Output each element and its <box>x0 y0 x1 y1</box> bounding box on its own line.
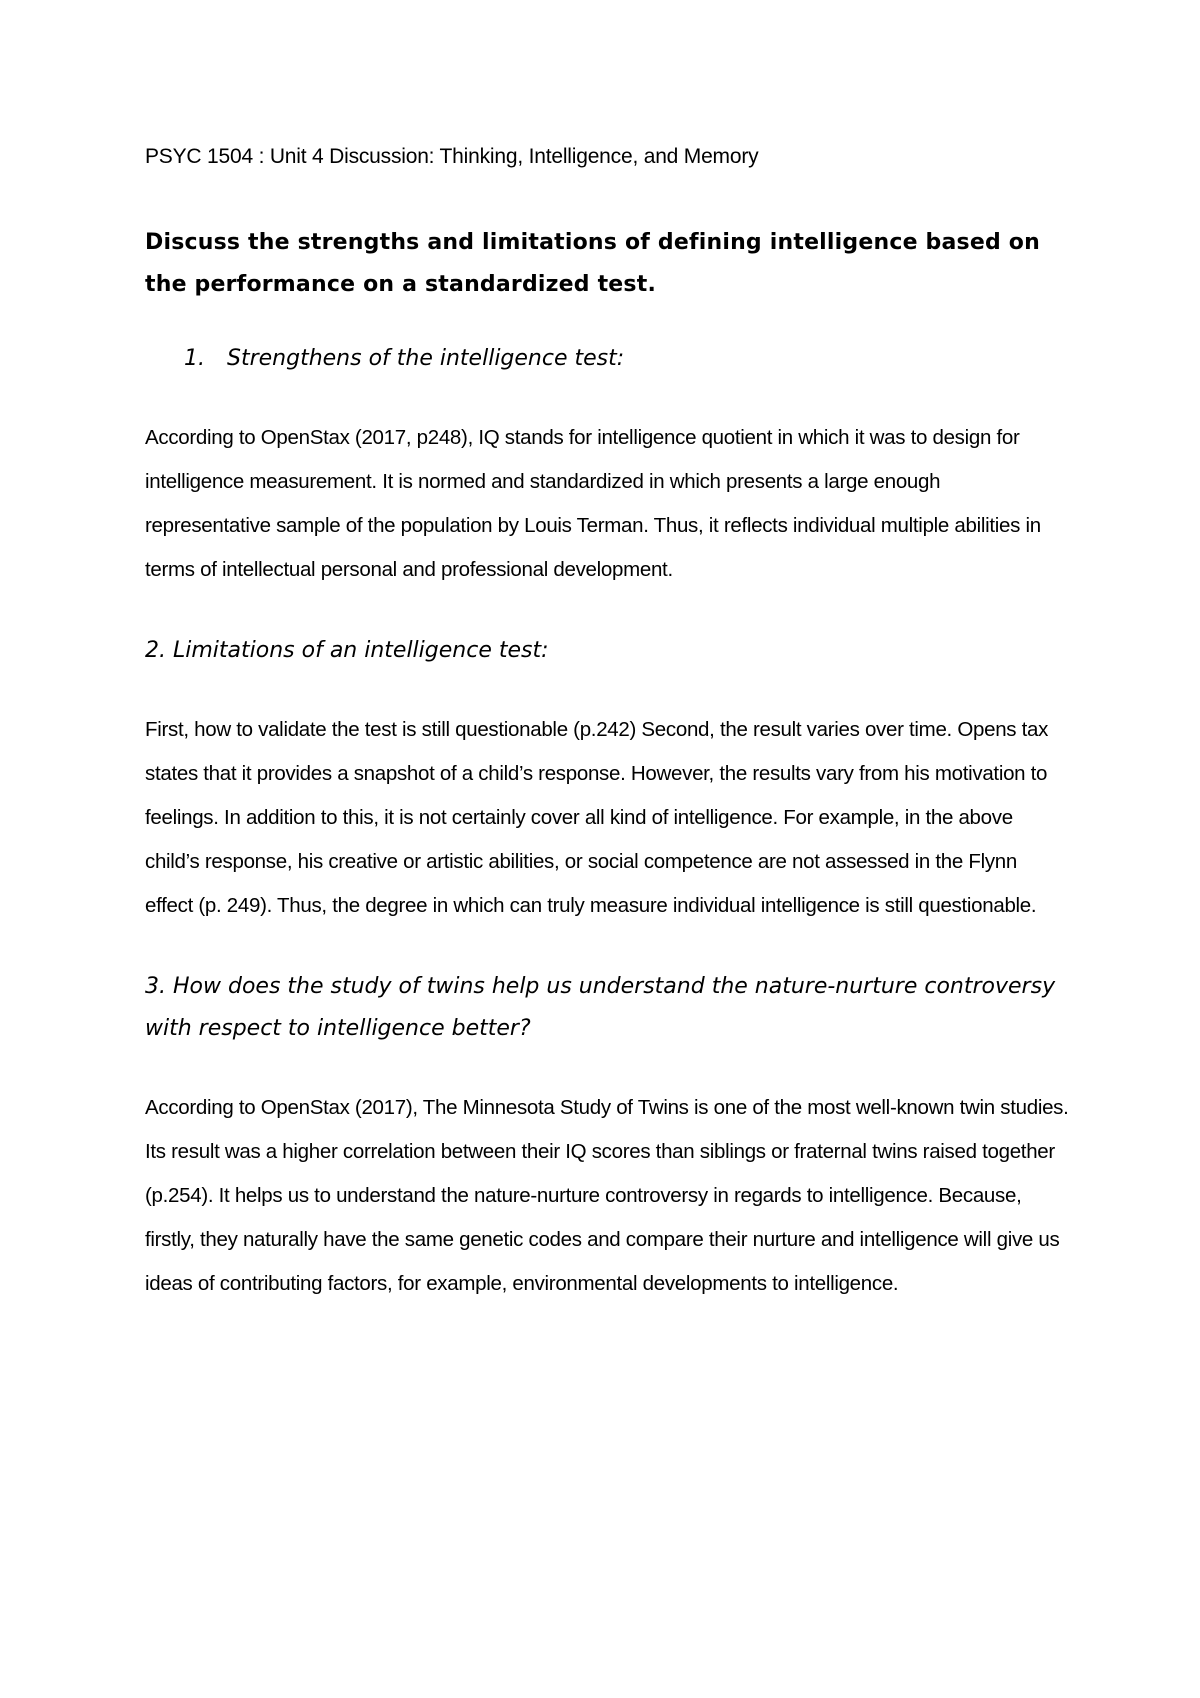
section-heading-strengths <box>145 338 1070 380</box>
question-title: Discuss the strengths and limitations of defining intelligence based on the performance on a standardized test. <box>145 230 1040 297</box>
course-title: PSYC 1504 : Unit 4 Discussion: Thinking, Intelligence, and Memory <box>145 145 759 168</box>
section-number: 1. <box>184 346 205 371</box>
section-body-limitations: First, how to validate the test is still questionable (p.242) Second, the result varies over time. Opens tax states that it provides a snapshot of a child’s response. However, the results vary from his motivation to feelings. In addition to this, it is not certainly cover all kind of intelligence. For example, in the above child’s response, his creative or artistic abilities, or social competence are not assessed in the Flynn effect (p. 249). Thus, the degree in which can truly measure individual intelligence is still questionable. <box>145 718 1049 917</box>
document-content <box>145 142 1070 1344</box>
section-body-strengths: According to OpenStax (2017, p248), IQ stands for intelligence quotient in which it was to design for intelligence measurement. It is normed and standardized in which presents a large enough representative sample of the population by Louis Terman. Thus, it reflects individual multiple abilities in terms of intellectual personal and professional development. <box>145 426 1041 581</box>
section-body-twins: According to OpenStax (2017), The Minnesota Study of Twins is one of the most well-known twin studies. Its result was a higher correlation between their IQ scores than siblings or fraternal twins raised together (p.254). It helps us to understand the nature-nurture controversy in regards to intelligence. Because, firstly, they naturally have the same genetic codes and compare their nurture and intelligence will give us ideas of contributing factors, for example, environmental developments to intelligence. <box>145 1096 1069 1295</box>
section-heading-text: Strengthens of the intelligence test: <box>227 346 625 371</box>
section-heading-text: Limitations of an intelligence test: <box>173 638 549 663</box>
section-number: 3. <box>145 974 166 999</box>
section-heading-twins <box>145 966 1070 1050</box>
section-number: 2. <box>145 638 166 663</box>
section-heading-limitations <box>145 630 1070 672</box>
section-heading-text: How does the study of twins help us understand the nature-nurture controversy with respect to intelligence better? <box>145 974 1056 1041</box>
